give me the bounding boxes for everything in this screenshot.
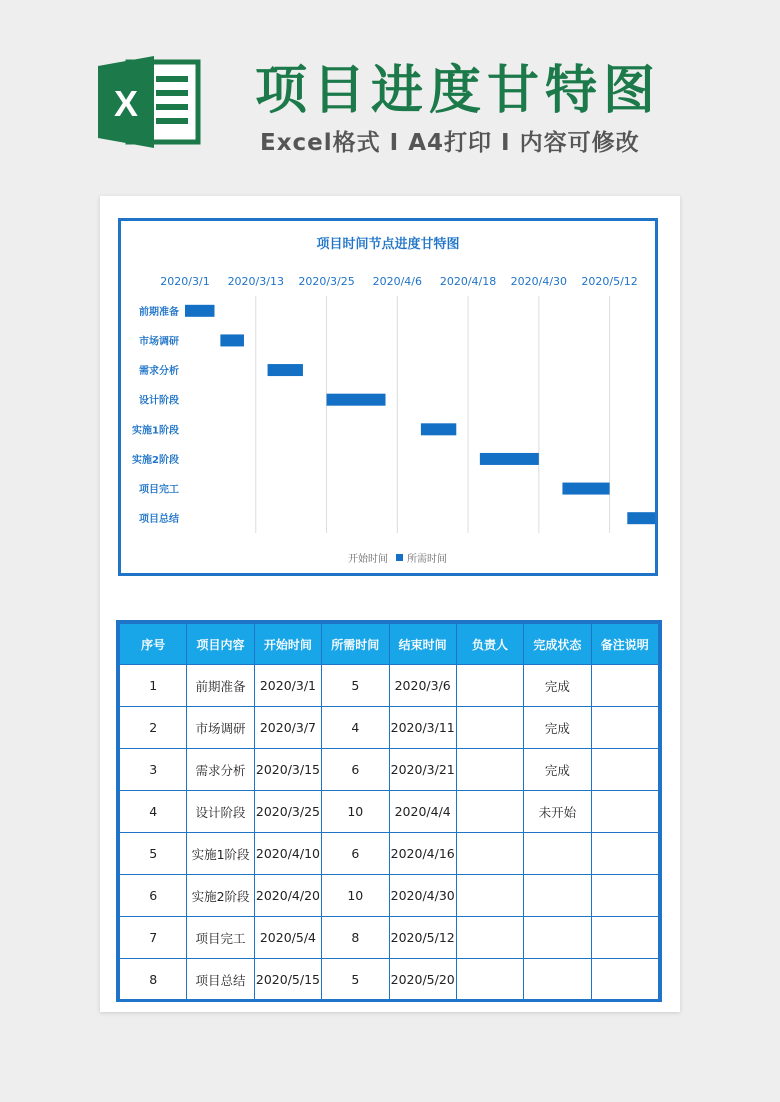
table-cell[interactable]: 完成	[524, 707, 591, 749]
column-header: 备注说明	[591, 624, 658, 665]
legend-swatch-duration	[396, 554, 403, 561]
table-cell[interactable]: 4	[120, 791, 187, 833]
table-cell[interactable]: 6	[322, 749, 389, 791]
table-cell[interactable]	[456, 665, 523, 707]
table-cell[interactable]	[591, 833, 658, 875]
table-cell[interactable]: 5	[322, 959, 389, 1001]
table-cell[interactable]	[456, 959, 523, 1001]
table-row	[120, 707, 659, 749]
table-cell[interactable]: 2020/5/20	[389, 959, 456, 1001]
category-label: 需求分析	[139, 366, 179, 378]
table-row	[120, 833, 659, 875]
table-cell[interactable]: 8	[322, 917, 389, 959]
category-label: 项目总结	[139, 514, 179, 526]
chart-title: 项目时间节点进度甘特图	[316, 237, 460, 252]
table-cell[interactable]: 2020/5/12	[389, 917, 456, 959]
table-cell[interactable]: 8	[120, 959, 187, 1001]
table-cell[interactable]	[591, 875, 658, 917]
table-cell[interactable]: 需求分析	[187, 749, 254, 791]
table-cell[interactable]: 市场调研	[187, 707, 254, 749]
x-tick-label: 2020/3/25	[298, 275, 355, 288]
table-cell[interactable]: 设计阶段	[187, 791, 254, 833]
table-cell[interactable]: 2020/4/20	[254, 875, 321, 917]
gantt-chart	[118, 218, 658, 576]
category-label: 项目完工	[139, 484, 179, 496]
table-cell[interactable]: 前期准备	[187, 665, 254, 707]
table-cell[interactable]: 2020/3/7	[254, 707, 321, 749]
table-cell[interactable]	[591, 665, 658, 707]
table-cell[interactable]	[591, 791, 658, 833]
table-row	[120, 917, 659, 959]
gantt-chart-svg	[121, 221, 655, 573]
table-cell[interactable]: 2	[120, 707, 187, 749]
table-cell[interactable]: 1	[120, 665, 187, 707]
gantt-bar	[220, 334, 244, 346]
table-cell[interactable]: 项目总结	[187, 959, 254, 1001]
schedule-table	[116, 620, 662, 1002]
category-label: 前期准备	[139, 306, 179, 318]
table-row	[120, 791, 659, 833]
table-row	[120, 749, 659, 791]
table-cell[interactable]: 2020/4/10	[254, 833, 321, 875]
table-cell[interactable]	[591, 917, 658, 959]
table-cell[interactable]: 10	[322, 791, 389, 833]
column-header: 结束时间	[389, 624, 456, 665]
table-cell[interactable]: 2020/4/4	[389, 791, 456, 833]
table-cell[interactable]	[456, 707, 523, 749]
table-cell[interactable]	[456, 833, 523, 875]
table-cell[interactable]: 10	[322, 875, 389, 917]
table-cell[interactable]: 2020/4/16	[389, 833, 456, 875]
table-cell[interactable]	[591, 707, 658, 749]
gantt-bar	[268, 364, 303, 376]
table-cell[interactable]	[524, 875, 591, 917]
table-cell[interactable]: 2020/3/11	[389, 707, 456, 749]
column-header: 所需时间	[322, 624, 389, 665]
table-cell[interactable]: 4	[322, 707, 389, 749]
table-cell[interactable]: 实施2阶段	[187, 875, 254, 917]
table-cell[interactable]: 5	[322, 665, 389, 707]
table-cell[interactable]	[456, 791, 523, 833]
table-cell[interactable]	[524, 959, 591, 1001]
table-cell[interactable]: 6	[322, 833, 389, 875]
table-cell[interactable]	[456, 917, 523, 959]
legend-label-start: 开始时间	[348, 554, 388, 565]
category-label: 设计阶段	[139, 395, 179, 407]
table-cell[interactable]: 实施1阶段	[187, 833, 254, 875]
table-row	[120, 665, 659, 707]
table-cell[interactable]: 2020/3/1	[254, 665, 321, 707]
gantt-bar	[562, 483, 609, 495]
table-cell[interactable]: 2020/3/6	[389, 665, 456, 707]
table-cell[interactable]: 7	[120, 917, 187, 959]
table-cell[interactable]: 2020/5/4	[254, 917, 321, 959]
x-tick-label: 2020/3/13	[227, 275, 284, 288]
x-tick-label: 2020/4/6	[372, 275, 423, 288]
table-cell[interactable]	[524, 833, 591, 875]
table-cell[interactable]	[456, 749, 523, 791]
table-cell[interactable]: 项目完工	[187, 917, 254, 959]
table-cell[interactable]: 3	[120, 749, 187, 791]
table-cell[interactable]	[591, 959, 658, 1001]
column-header: 负责人	[456, 624, 523, 665]
gantt-bar	[185, 305, 214, 317]
category-label: 市场调研	[139, 336, 179, 348]
document-sheet	[100, 196, 680, 1012]
excel-logo-letter: X	[113, 83, 139, 124]
excel-logo-icon	[98, 56, 202, 148]
page-subtitle: Excel格式 I A4打印 I 内容可修改	[260, 130, 640, 156]
table-cell[interactable]	[591, 749, 658, 791]
x-tick-label: 2020/4/30	[510, 275, 568, 288]
x-tick-label: 2020/5/12	[581, 275, 638, 288]
page-title: 项目进度甘特图	[255, 61, 662, 121]
column-header: 完成状态	[524, 624, 591, 665]
column-header: 项目内容	[187, 624, 254, 665]
table-cell[interactable]: 5	[120, 833, 187, 875]
x-tick-label: 2020/4/18	[439, 275, 497, 288]
table-cell[interactable]: 未开始	[524, 791, 591, 833]
gantt-bar	[327, 394, 386, 406]
category-label: 实施2阶段	[132, 454, 179, 466]
table-cell[interactable]: 完成	[524, 749, 591, 791]
table-cell[interactable]: 2020/4/30	[389, 875, 456, 917]
category-label: 实施1阶段	[132, 425, 179, 437]
gantt-bar	[480, 453, 539, 465]
table-cell[interactable]: 6	[120, 875, 187, 917]
gantt-bar	[627, 512, 655, 524]
table-body	[120, 665, 659, 1001]
x-tick-label: 2020/3/1	[160, 275, 210, 288]
table-cell[interactable]	[524, 917, 591, 959]
table-cell[interactable]: 完成	[524, 665, 591, 707]
table-cell[interactable]: 2020/3/15	[254, 749, 321, 791]
column-header: 开始时间	[254, 624, 321, 665]
column-header: 序号	[120, 624, 187, 665]
table-cell[interactable]: 2020/3/21	[389, 749, 456, 791]
table-header-row	[120, 624, 659, 665]
gantt-bar	[421, 423, 456, 435]
legend-label-duration: 所需时间	[407, 554, 447, 565]
table-cell[interactable]: 2020/5/15	[254, 959, 321, 1001]
table-row	[120, 875, 659, 917]
table-cell[interactable]	[456, 875, 523, 917]
page-header	[0, 0, 780, 190]
table-row	[120, 959, 659, 1001]
table-cell[interactable]: 2020/3/25	[254, 791, 321, 833]
